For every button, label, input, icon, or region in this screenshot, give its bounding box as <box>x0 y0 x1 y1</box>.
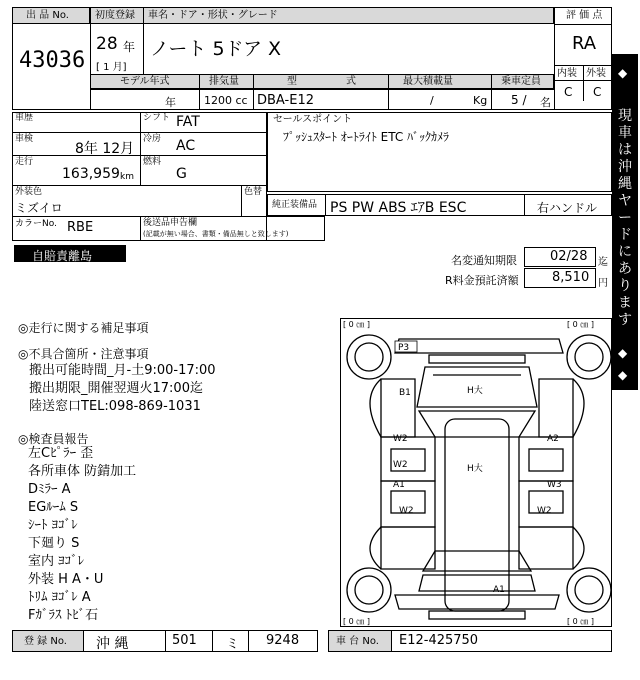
location-text-char: あ <box>618 261 632 277</box>
interior-grade: C <box>564 85 573 99</box>
location-text-char: 車 <box>618 125 632 141</box>
name-change-label: 名変通知期限 <box>451 254 517 267</box>
inspection-label: 車検 <box>15 134 34 144</box>
aftermarket-label: 後送品申告欄 <box>143 218 198 228</box>
name-change-unit: 迄 <box>598 257 608 268</box>
first-reg-year: 28 <box>96 34 118 54</box>
rear-glass <box>423 551 531 571</box>
note-line: 陸送窓口TEL:098-869-1031 <box>29 399 201 414</box>
wheel-rear-right <box>567 568 611 612</box>
reg-class: 501 <box>172 633 197 648</box>
lot-number: 43036 <box>19 48 86 73</box>
exterior-label: 外装 <box>586 68 606 79</box>
note-line: 外装 H A・U <box>28 572 104 587</box>
roof <box>445 419 509 611</box>
mark-w3-right: W3 <box>547 480 562 490</box>
note-line: ｼｰﾄ ﾖｺﾞﾚ <box>28 518 78 533</box>
corner-tag-top-left: [ 0 ㎝ ] <box>343 320 370 329</box>
location-text-char: 沖 <box>618 159 632 175</box>
grade-label: 評 価 点 <box>566 10 603 21</box>
interior-label: 内装 <box>557 68 577 79</box>
equipment-label: 純正装備品 <box>272 200 318 210</box>
location-text-char: り <box>618 278 632 294</box>
capacity-value: 5 / <box>511 93 527 107</box>
recycle-value: 8,510 <box>552 270 590 285</box>
ext-color-label: 外装色 <box>15 187 43 197</box>
model-year-unit: 年 <box>165 96 176 109</box>
defect-notes-title: ◎不具合箇所・注意事項 <box>18 347 149 361</box>
car-name: ノート 5ドア X <box>150 38 282 60</box>
ac-value: AC <box>176 138 196 154</box>
capacity-label: 乗車定員 <box>501 76 541 87</box>
corner-tag-bottom-right: [ 0 ㎝ ] <box>567 617 594 626</box>
load-label: 最大積載量 <box>403 76 453 87</box>
rear-door-right <box>519 481 573 527</box>
note-line: 室内 ﾖｺﾞﾚ <box>28 554 85 569</box>
location-text-char: 縄 <box>618 176 632 192</box>
note-line: Dﾐﾗｰ A <box>28 482 71 497</box>
inspector-report-title: ◎検査員報告 <box>18 432 89 446</box>
diamond-icon: ◆ <box>618 66 628 80</box>
fuel-label: 燃料 <box>143 157 162 167</box>
reg-label: 登 録 No. <box>24 636 67 647</box>
tailgate <box>419 575 535 591</box>
wheel-rear-left <box>347 568 391 612</box>
color-no-label: カラーNo. <box>15 219 57 229</box>
displacement-value: 1200 cc <box>204 94 248 107</box>
sales-point-text: ﾌﾟｯｼｭｽﾀｰﾄ ｵｰﾄﾗｲﾄ ETC ﾊﾞｯｸｶﾒﾗ <box>283 130 450 144</box>
reg-kana: ミ <box>226 637 240 652</box>
note-line: 各所車体 防錆加工 <box>28 464 137 479</box>
wheel-front-left <box>347 335 391 379</box>
corner-tag-top-right: [ 0 ㎝ ] <box>567 320 594 329</box>
chassis-label: 車 台 No. <box>336 636 379 647</box>
mark-p3: P3 <box>398 343 410 353</box>
mark-w2-left-rear: W2 <box>399 506 414 516</box>
color-no-value: RBE <box>67 220 94 235</box>
equipment-value: PS PW ABS ｴｱB ESC <box>330 200 467 216</box>
damage-diagram <box>340 318 612 627</box>
model-label-2: 式 <box>346 76 356 87</box>
diamond-icon: ◆ <box>618 368 628 382</box>
reg-region: 沖 縄 <box>96 636 129 652</box>
name-change-value: 02/28 <box>550 249 588 264</box>
chassis-value: E12-425750 <box>399 633 479 648</box>
first-reg-label: 初度登録 <box>95 10 135 21</box>
car-diagram-svg <box>341 319 611 626</box>
mileage-unit: km <box>120 172 134 182</box>
history-label: 車歴 <box>15 113 34 123</box>
wheel-front-right <box>567 335 611 379</box>
lot-label: 出 品 No. <box>26 10 69 21</box>
shift-label: シフト <box>143 113 171 123</box>
mark-a1-rear: A1 <box>493 585 505 595</box>
location-text-char: ー <box>618 210 632 226</box>
location-text-char: に <box>618 244 632 260</box>
car-name-label: 車名・ドア・形状・グレード <box>148 10 278 21</box>
color-change-label: 色替 <box>244 187 263 197</box>
model-code: DBA-E12 <box>257 93 314 108</box>
ext-color-value: ミズイロ <box>15 201 63 215</box>
note-line: 搬出期限_開催翌週火17:00迄 <box>29 381 203 396</box>
corner-tag-bottom-left: [ 0 ㎝ ] <box>343 617 370 626</box>
note-line: EGﾙｰﾑ S <box>28 500 79 515</box>
front-door-right <box>519 437 573 481</box>
mileage-value: 163,959 <box>62 166 120 182</box>
sales-point-label: セールスポイント <box>273 114 353 125</box>
quarter-left <box>381 527 435 569</box>
note-line: ﾄﾘﾑ ﾖｺﾞﾚ A <box>28 590 91 605</box>
first-reg-month: [ 1 月] <box>96 62 127 73</box>
load-unit: Kg <box>473 94 488 107</box>
ac-label: 冷房 <box>143 134 162 144</box>
diamond-icon: ◆ <box>618 346 628 360</box>
front-bumper <box>395 339 563 353</box>
location-text <box>617 108 633 329</box>
mark-a2-right-door: A2 <box>547 434 559 444</box>
front-door-left <box>381 437 435 481</box>
rear-bumper <box>395 595 559 609</box>
aftermarket-note: (記載が無い場合、書類・備品無しと致します) <box>143 230 289 238</box>
location-text-char: は <box>618 142 632 158</box>
location-text-char: 現 <box>618 108 632 124</box>
reg-number: 9248 <box>266 633 300 648</box>
mark-w2-left-mid: W2 <box>393 460 408 470</box>
note-line: Fｶﾞﾗｽ ﾄﾋﾞ石 <box>28 608 99 623</box>
overall-grade: RA <box>572 33 597 54</box>
location-text-char: ヤ <box>618 193 632 209</box>
location-text-char: す <box>618 312 632 328</box>
inspection-value: 8年 12月 <box>75 141 135 157</box>
recycle-unit: 円 <box>598 278 608 289</box>
status-tag-text: 自賠責離島 <box>32 249 93 263</box>
rear-door-left <box>381 481 435 527</box>
fender-right <box>539 379 573 437</box>
mark-w2-right-rear: W2 <box>537 506 552 516</box>
note-line: 左Cﾋﾟﾗｰ 歪 <box>28 446 94 461</box>
quarter-right <box>519 527 573 569</box>
location-side-tag <box>612 54 638 390</box>
fuel-value: G <box>176 166 187 182</box>
mark-h-dai-roof: H大 <box>467 464 483 474</box>
load-value: / <box>430 94 434 107</box>
capacity-unit: 名 <box>540 96 551 109</box>
displacement-label: 排気量 <box>209 76 239 87</box>
windshield <box>419 411 535 437</box>
exterior-grade: C <box>593 85 602 99</box>
mark-h-dai-hood: H大 <box>467 386 483 396</box>
note-line: 搬出可能時間_月-土9:00-17:00 <box>29 363 216 378</box>
handle-value: 右ハンドル <box>537 201 598 215</box>
model-label: 型 <box>287 76 297 87</box>
shift-value: FAT <box>176 114 200 130</box>
mark-w2-left-door: W2 <box>393 434 408 444</box>
model-year-label: モデル年式 <box>120 76 170 87</box>
driving-notes-title: ◎走行に関する補足事項 <box>18 321 149 335</box>
mark-a1-left-mid: A1 <box>393 480 405 490</box>
first-reg-year-unit: 年 <box>123 40 136 54</box>
recycle-label: R料金預託済額 <box>445 274 519 287</box>
mark-b1: B1 <box>399 388 411 398</box>
note-line: 下廻り S <box>28 536 80 551</box>
location-text-char: ま <box>618 295 632 311</box>
mileage-label: 走行 <box>15 157 34 167</box>
location-text-char: ド <box>618 227 632 243</box>
